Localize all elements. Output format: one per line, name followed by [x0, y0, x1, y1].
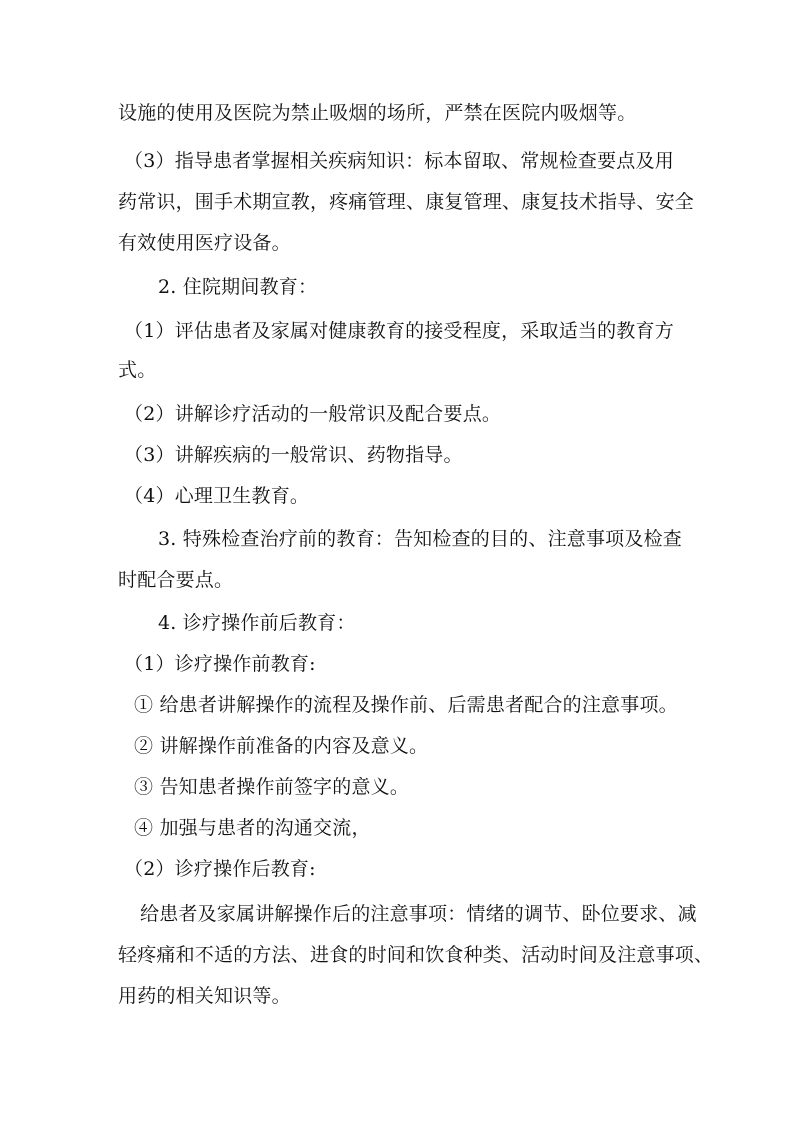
text-line: （4）心理卫生教育。 [124, 485, 310, 507]
text-line: 时配合要点。 [118, 569, 234, 591]
text-line: 4. 诊疗操作前后教育： [158, 612, 356, 634]
text-line: 设施的使用及医院为禁止吸烟的场所，严禁在医院内吸烟等。 [118, 102, 637, 124]
text-line: （2）诊疗操作后教育: [124, 858, 316, 880]
text-line: （2）讲解诊疗活动的一般常识及配合要点。 [124, 403, 502, 425]
text-line: ① 给患者讲解操作的流程及操作前、后需患者配合的注意事项。 [134, 694, 678, 716]
text-line: 有效使用医疗设备。 [118, 232, 291, 254]
text-line: ④ 加强与患者的沟通交流， [134, 817, 371, 839]
text-line: （1）诊疗操作前教育: [124, 653, 316, 675]
text-line: （3）讲解疾病的一般常识、药物指导。 [124, 444, 463, 466]
text-line: 药常识，围手术期宣教，疼痛管理、康复管理、康复技术指导、安全 [118, 191, 695, 213]
text-line: 给患者及家属讲解操作后的注意事项：情绪的调节、卧位要求、减 [140, 903, 697, 925]
text-line: 3. 特殊检查治疗前的教育：告知检查的目的、注意事项及检查 [158, 528, 682, 550]
text-line: 轻疼痛和不适的方法、进食的时间和饮食种类、活动时间及注意事项、 [118, 944, 714, 966]
text-line: （1）评估患者及家属对健康教育的接受程度，采取适当的教育方 [124, 320, 674, 342]
text-line: 式。 [118, 359, 157, 381]
text-line: 2. 住院期间教育： [158, 276, 318, 298]
text-line: （3）指导患者掌握相关疾病知识：标本留取、常规检查要点及用 [124, 150, 674, 172]
text-line: 用药的相关知识等。 [118, 985, 291, 1007]
text-line: ② 讲解操作前准备的内容及意义。 [134, 735, 429, 757]
text-line: ③ 告知患者操作前签字的意义。 [134, 776, 410, 798]
